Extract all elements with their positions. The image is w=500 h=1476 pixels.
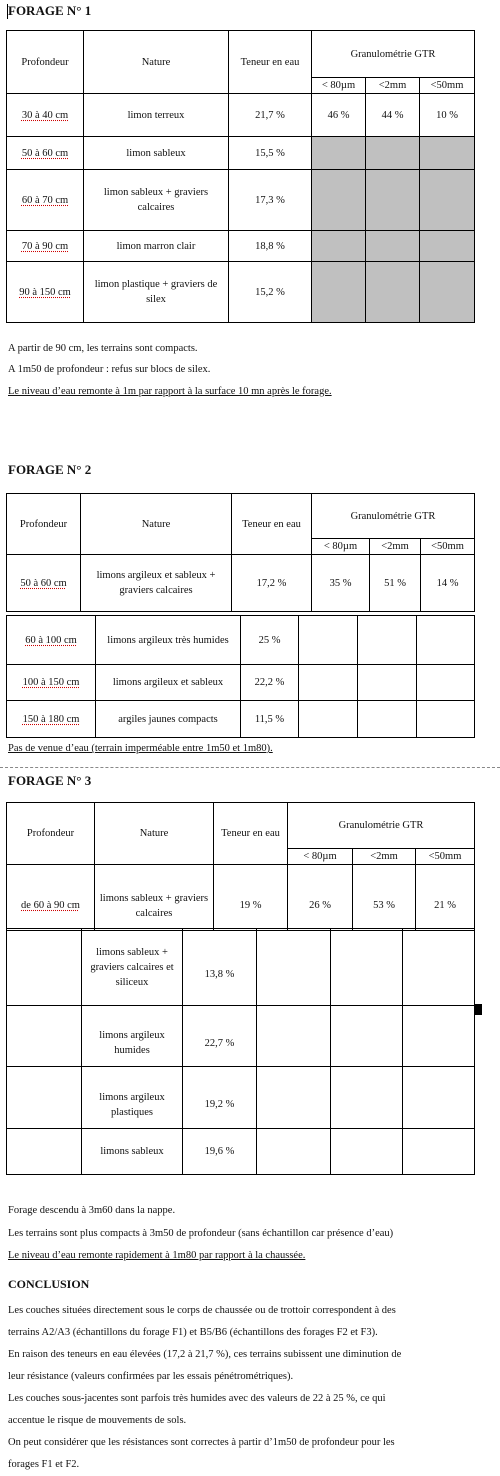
forage-1-table: [6, 30, 475, 323]
forage-2-table-head: [6, 493, 475, 612]
cell-profondeur: 60 à 100 cm: [7, 616, 96, 665]
cell-granulo-80um: 26 %: [288, 865, 353, 931]
subheader-80um: < 80µm: [288, 849, 353, 865]
cell-empty-gray: [366, 170, 420, 231]
conclusion-title: CONCLUSION: [8, 1277, 90, 1291]
cell-empty: [299, 665, 358, 701]
cell-empty-gray: [420, 137, 475, 170]
forage-2-title: FORAGE N° 2: [8, 462, 92, 477]
cell-teneur: 11,5 %: [241, 701, 299, 738]
header-teneur: Teneur en eau: [232, 494, 312, 555]
header-teneur: Teneur en eau: [214, 803, 288, 865]
cell-profondeur: 150 à 180 cm: [7, 701, 96, 738]
cell-teneur: 17,2 %: [232, 555, 312, 612]
table-row: [7, 865, 475, 931]
header-granulometrie: Granulométrie GTR: [312, 31, 475, 78]
forage-1-note: A partir de 90 cm, les terrains sont compacts.: [8, 343, 198, 354]
forage-3-title: FORAGE N° 3: [8, 773, 92, 788]
cell-empty: [358, 665, 417, 701]
cell-granulo-50mm: 10 %: [420, 94, 475, 137]
table-row: [7, 555, 475, 612]
conclusion-line: On peut considérer que les résistances sont correctes à partir d’1m50 de profondeur pour les: [8, 1437, 395, 1448]
cell-nature: limons argileux plastiques: [82, 1067, 183, 1129]
cell-granulo-2mm: 51 %: [370, 555, 421, 612]
cell-profondeur-empty: [7, 1129, 82, 1175]
header-profondeur: Profondeur: [7, 31, 84, 94]
cell-empty: [403, 1067, 475, 1129]
cell-empty: [331, 1129, 403, 1175]
cell-empty-gray: [312, 137, 366, 170]
header-granulometrie: Granulométrie GTR: [312, 494, 475, 539]
cell-empty: [417, 616, 475, 665]
table-row: [7, 1006, 475, 1067]
cell-teneur: 25 %: [241, 616, 299, 665]
cell-nature: limons argileux et sableux + graviers calcaires: [81, 555, 232, 612]
header-profondeur: Profondeur: [7, 494, 81, 555]
conclusion-line: Les couches situées directement sous le corps de chaussée ou de trottoir correspondent à des: [8, 1305, 396, 1316]
header-teneur: Teneur en eau: [229, 31, 312, 94]
subheader-2mm: <2mm: [353, 849, 416, 865]
header-nature: Nature: [81, 494, 232, 555]
cell-empty-gray: [366, 137, 420, 170]
cell-nature: limon sableux + graviers calcaires: [84, 170, 229, 231]
header-nature: Nature: [84, 31, 229, 94]
subheader-50mm: <50mm: [420, 78, 475, 94]
table-row: [7, 665, 475, 701]
subheader-2mm: <2mm: [366, 78, 420, 94]
cell-teneur: 13,8 %: [183, 929, 257, 1006]
forage-3-note-water: Le niveau d’eau remonte rapidement à 1m80 par rapport à la chaussée.: [8, 1250, 306, 1261]
subheader-50mm: <50mm: [421, 539, 475, 555]
header-granulometrie: Granulométrie GTR: [288, 803, 475, 849]
cell-nature: limons argileux très humides: [96, 616, 241, 665]
cell-profondeur: de 60 à 90 cm: [7, 865, 95, 931]
table-row: [7, 1129, 475, 1175]
cell-empty: [299, 701, 358, 738]
header-profondeur: Profondeur: [7, 803, 95, 865]
forage-3-note: Forage descendu à 3m60 dans la nappe.: [8, 1205, 176, 1216]
cell-granulo-2mm: 44 %: [366, 94, 420, 137]
cell-empty-gray: [420, 170, 475, 231]
cell-empty: [257, 1006, 331, 1067]
forage-2-table-body: [6, 615, 475, 738]
conclusion-line: Les couches sous-jacentes sont parfois très humides avec des valeurs de 22 à 25 %, ce qui: [8, 1393, 386, 1404]
cell-profondeur-empty: [7, 1067, 82, 1129]
table-row: [7, 616, 475, 665]
table-row: [7, 1067, 475, 1129]
cell-empty-gray: [366, 262, 420, 323]
cell-empty-gray: [312, 170, 366, 231]
cell-granulo-80um: 35 %: [312, 555, 370, 612]
cell-teneur: 21,7 %: [229, 94, 312, 137]
table-row: [7, 262, 475, 323]
cell-granulo-80um: 46 %: [312, 94, 366, 137]
cell-empty: [257, 1129, 331, 1175]
cell-granulo-50mm: 21 %: [416, 865, 475, 931]
table-header-row: [7, 31, 475, 78]
cell-teneur: 19,6 %: [183, 1129, 257, 1175]
cell-nature: limons argileux et sableux: [96, 665, 241, 701]
table-row: [7, 701, 475, 738]
text-selection-marker: [475, 1004, 482, 1015]
conclusion-body: [8, 1300, 496, 1476]
cell-empty: [403, 1129, 475, 1175]
cell-granulo-50mm: 14 %: [421, 555, 475, 612]
cell-profondeur: 50 à 60 cm: [7, 137, 84, 170]
conclusion-line: accentue le risque de mouvements de sols.: [8, 1415, 187, 1426]
forage-1-note: A 1m50 de profondeur : refus sur blocs de silex.: [8, 364, 211, 375]
cell-empty: [257, 1067, 331, 1129]
conclusion-line: leur résistance (valeurs confirmées par les essais pénétrométriques).: [8, 1371, 294, 1382]
subheader-50mm: <50mm: [416, 849, 475, 865]
conclusion-line: forages F1 et F2.: [8, 1459, 80, 1470]
cell-teneur: 19 %: [214, 865, 288, 931]
conclusion-line: terrains A2/A3 (échantillons du forage F1) et B5/B6 (échantillons des forages F2 et F3).: [8, 1327, 378, 1338]
cell-nature: limon plastique + graviers de silex: [84, 262, 229, 323]
cell-empty: [403, 1006, 475, 1067]
cell-nature: argiles jaunes compacts: [96, 701, 241, 738]
forage-3-table-body: [6, 928, 475, 1175]
header-nature: Nature: [95, 803, 214, 865]
cell-nature: limon sableux: [84, 137, 229, 170]
cell-empty: [257, 929, 331, 1006]
cell-profondeur: 30 à 40 cm: [7, 94, 84, 137]
cell-empty: [403, 929, 475, 1006]
cell-teneur: 15,5 %: [229, 137, 312, 170]
cell-empty: [358, 616, 417, 665]
forage-2-note-water: Pas de venue d’eau (terrain imperméable entre 1m50 et 1m80).: [8, 743, 273, 754]
cell-nature: limons sableux + graviers calcaires: [95, 865, 214, 931]
cell-profondeur: 60 à 70 cm: [7, 170, 84, 231]
table-row: [7, 94, 475, 137]
table-header-row: [7, 803, 475, 849]
cell-profondeur: 50 à 60 cm: [7, 555, 81, 612]
forage-1-note-water: Le niveau d’eau remonte à 1m par rapport à la surface 10 mn après le forage.: [8, 386, 332, 397]
cell-empty: [331, 1067, 403, 1129]
cell-nature: limons argileux humides: [82, 1006, 183, 1067]
cell-empty: [331, 1006, 403, 1067]
cell-nature: limon terreux: [84, 94, 229, 137]
cell-teneur: 19,2 %: [183, 1067, 257, 1129]
cell-teneur: 22,7 %: [183, 1006, 257, 1067]
cell-profondeur: 90 à 150 cm: [7, 262, 84, 323]
cell-nature: limon marron clair: [84, 231, 229, 262]
cell-teneur: 15,2 %: [229, 262, 312, 323]
subheader-80um: < 80µm: [312, 539, 370, 555]
cell-empty: [331, 929, 403, 1006]
cell-granulo-2mm: 53 %: [353, 865, 416, 931]
table-row: [7, 170, 475, 231]
cell-empty: [417, 701, 475, 738]
cell-empty: [358, 701, 417, 738]
cell-empty: [299, 616, 358, 665]
forage-3-table-head: [6, 802, 475, 931]
cell-profondeur-empty: [7, 929, 82, 1006]
table-row: [7, 929, 475, 1006]
cell-teneur: 22,2 %: [241, 665, 299, 701]
cell-teneur: 17,3 %: [229, 170, 312, 231]
cell-empty-gray: [312, 262, 366, 323]
cell-profondeur: 70 à 90 cm: [7, 231, 84, 262]
page-break-line: [0, 767, 500, 768]
table-row: [7, 231, 475, 262]
cell-nature: limons sableux: [82, 1129, 183, 1175]
subheader-2mm: <2mm: [370, 539, 421, 555]
cell-empty-gray: [420, 231, 475, 262]
table-row: [7, 137, 475, 170]
cell-empty-gray: [312, 231, 366, 262]
cell-profondeur: 100 à 150 cm: [7, 665, 96, 701]
cell-empty: [417, 665, 475, 701]
forage-3-note: Les terrains sont plus compacts à 3m50 de profondeur (sans échantillon car présence d’eau): [8, 1228, 394, 1239]
cell-empty-gray: [420, 262, 475, 323]
subheader-80um: < 80µm: [312, 78, 366, 94]
conclusion-line: En raison des teneurs en eau élevées (17,2 à 21,7 %), ces terrains subissent une diminution de: [8, 1349, 402, 1360]
table-header-row: [7, 494, 475, 539]
cell-empty-gray: [366, 231, 420, 262]
cell-nature: limons sableux + graviers calcaires et siliceux: [82, 929, 183, 1006]
cell-teneur: 18,8 %: [229, 231, 312, 262]
cell-profondeur-empty: [7, 1006, 82, 1067]
forage-1-title: FORAGE N° 1: [8, 3, 92, 18]
